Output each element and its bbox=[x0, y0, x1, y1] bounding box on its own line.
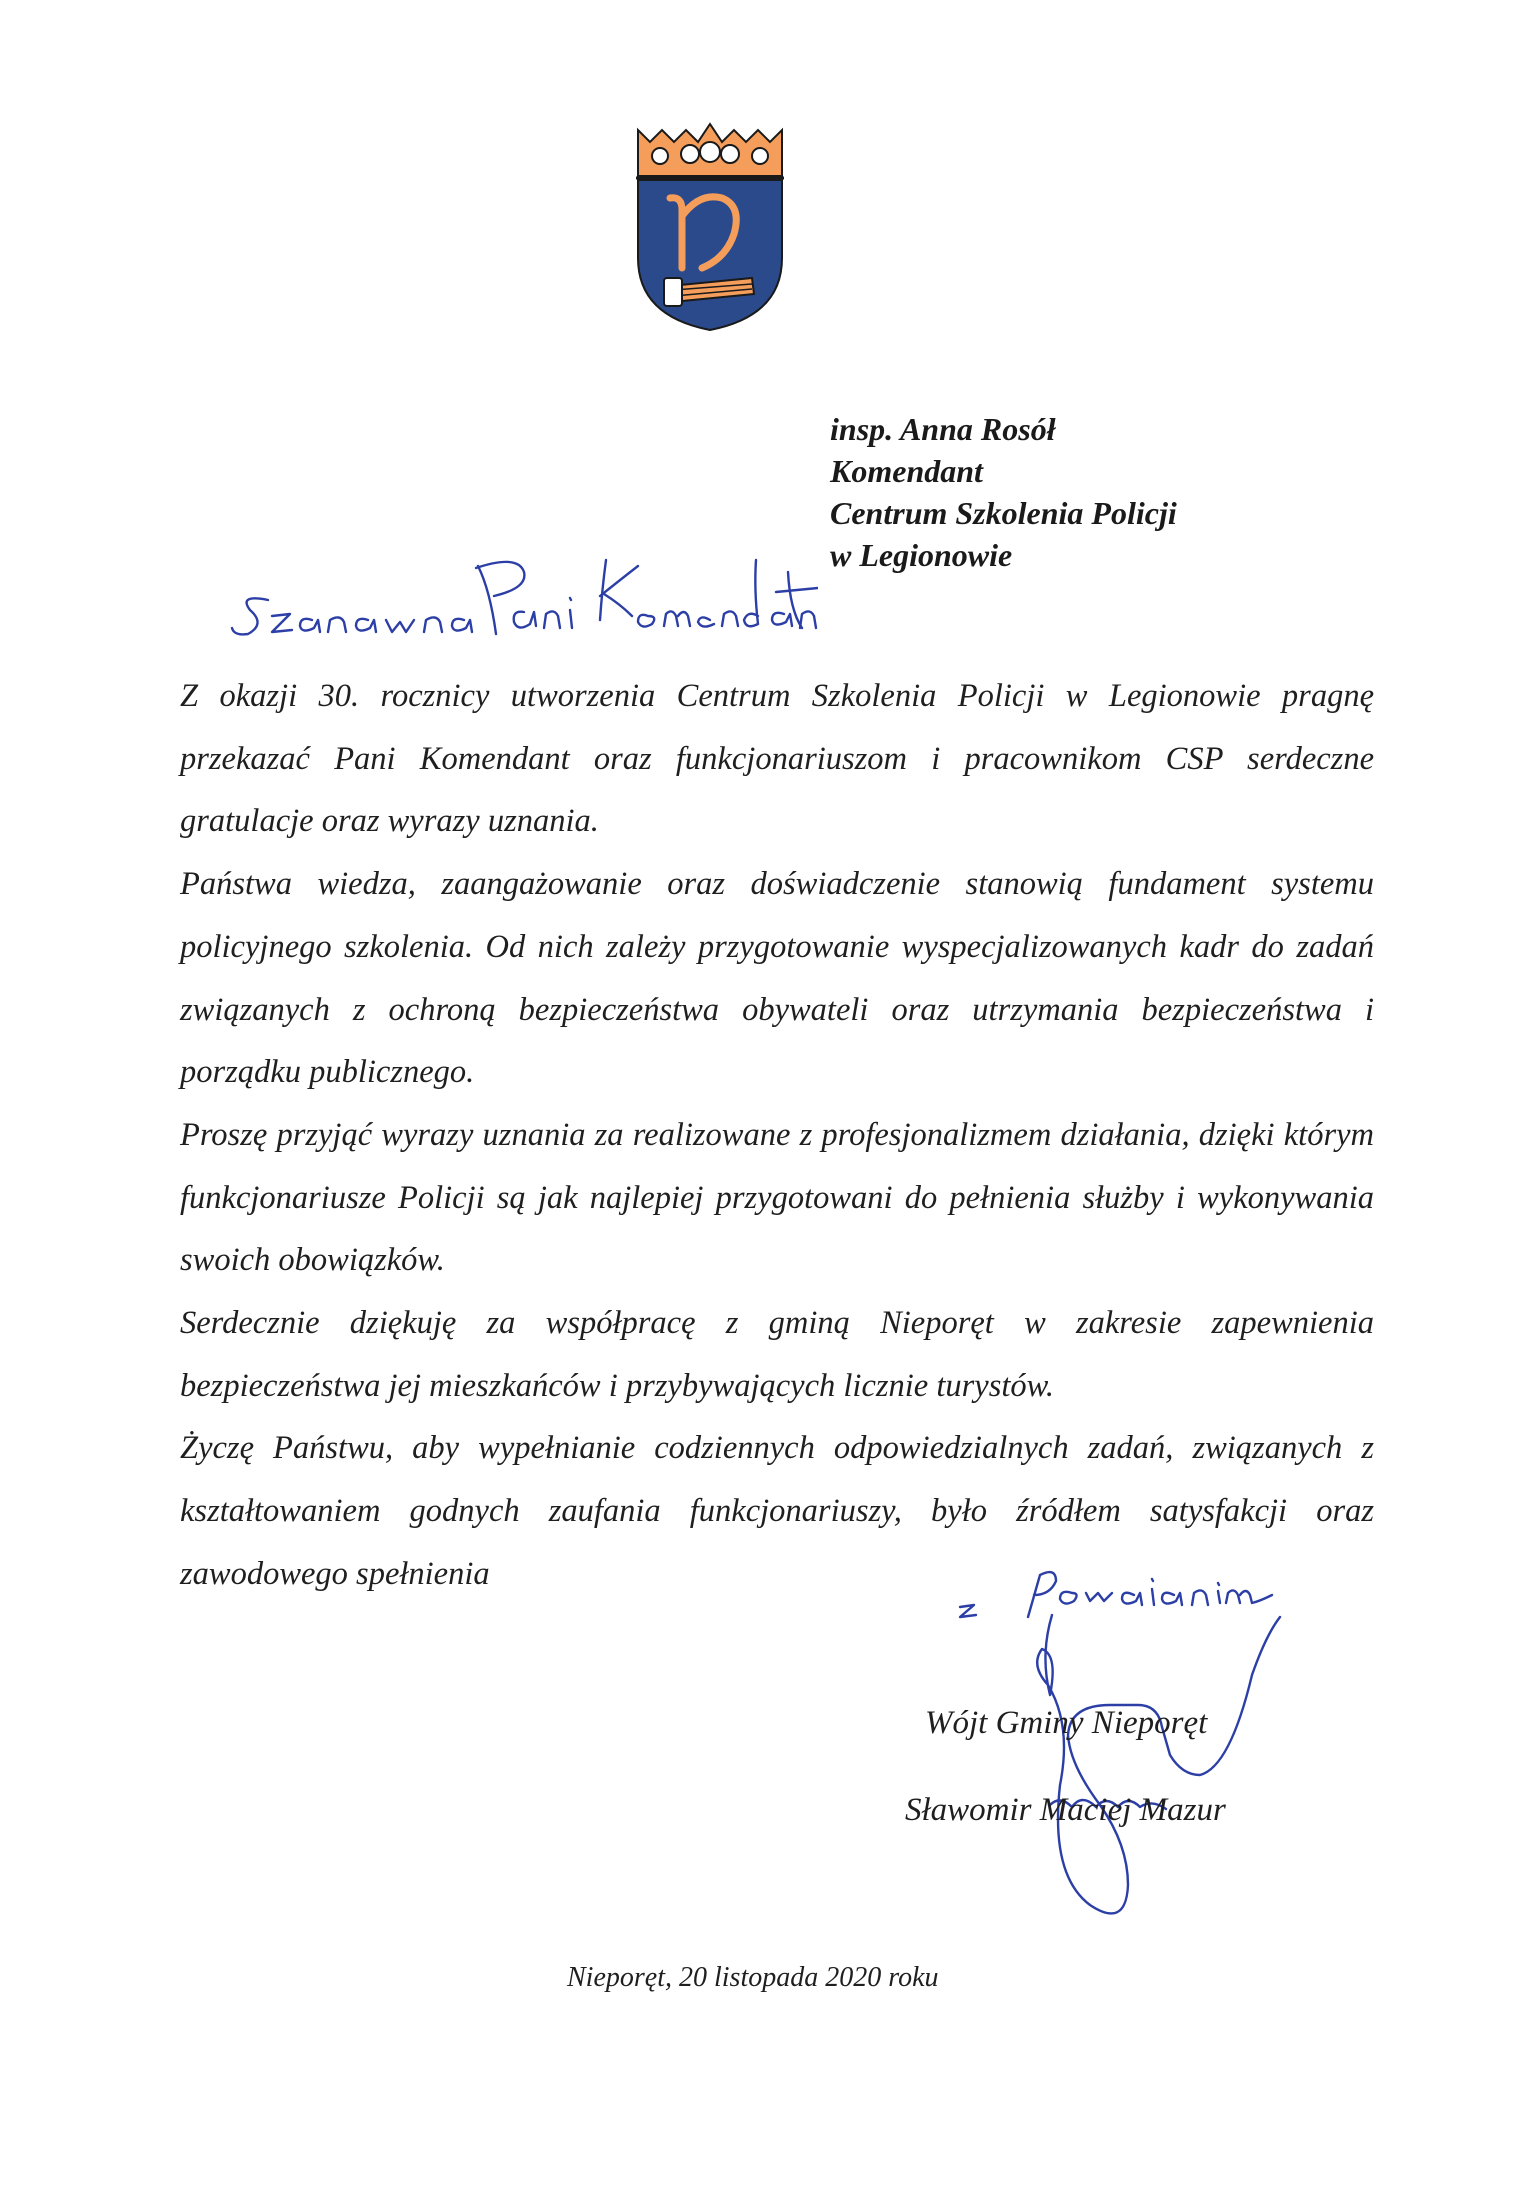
handwritten-signature bbox=[900, 1555, 1330, 1950]
signatory-title: Wójt Gminy Nieporęt bbox=[925, 1705, 1208, 1741]
recipient-block bbox=[830, 408, 1177, 576]
letter-body bbox=[180, 665, 1374, 1606]
paragraph-knowledge: Państwa wiedza, zaangażowanie oraz doświadczenie stanowią fundament systemu policyjnego szkolenia. Od nich zależy przygotowanie wyspecjalizowanych kadr do zadań związanych z ochroną bezpieczeństwa obywateli oraz utrzymania bezpieczeństwa i porządku publicznego. bbox=[180, 866, 1374, 1091]
shield-icon bbox=[638, 180, 782, 330]
handwritten-closing bbox=[960, 1572, 1272, 1617]
paragraph-congratulations: Z okazji 30. rocznicy utworzenia Centrum Szkolenia Policji w Legionowie pragnę przekazać Pani Komendant oraz funkcjonariuszom i pracownikom CSP serdeczne gratulacje oraz wyrazy uznania. bbox=[180, 678, 1374, 840]
signatory-name: Sławomir Maciej Mazur bbox=[905, 1792, 1226, 1828]
paragraph-recognition: Proszę przyjąć wyrazy uznania za realizowane z profesjonalizmem działania, dzięki którym funkcjonariusze Policji są jak najlepiej przygotowani do pełnienia służby i wykonywania swoich obowiązków. bbox=[180, 1116, 1374, 1279]
recipient-institution: Centrum Szkolenia Policji bbox=[830, 495, 1177, 531]
paragraph-wishes: Życzę Państwu, aby wypełnianie codziennych odpowiedzialnych zadań, związanych z kształtowaniem godnych zaufania funkcjonariuszy, było źródłem satysfakcji oraz zawodowego spełnienia bbox=[180, 1430, 1374, 1592]
signature-scribble bbox=[1037, 1615, 1280, 1913]
recipient-name: insp. Anna Rosół bbox=[830, 411, 1056, 447]
handwritten-greeting bbox=[228, 550, 818, 640]
paragraph-cooperation: Serdecznie dziękuję za współpracę z gminą Nieporęt w zakresie zapewnienia bezpieczeństwa jej mieszkańców i przybywających licznie turystów. bbox=[180, 1305, 1374, 1404]
crown-icon bbox=[636, 124, 784, 178]
coat-of-arms-emblem bbox=[630, 118, 790, 333]
place-and-date: Nieporęt, 20 listopada 2020 roku bbox=[567, 1962, 939, 1993]
recipient-position: Komendant bbox=[830, 453, 983, 489]
recipient-location: w Legionowie bbox=[830, 537, 1013, 573]
